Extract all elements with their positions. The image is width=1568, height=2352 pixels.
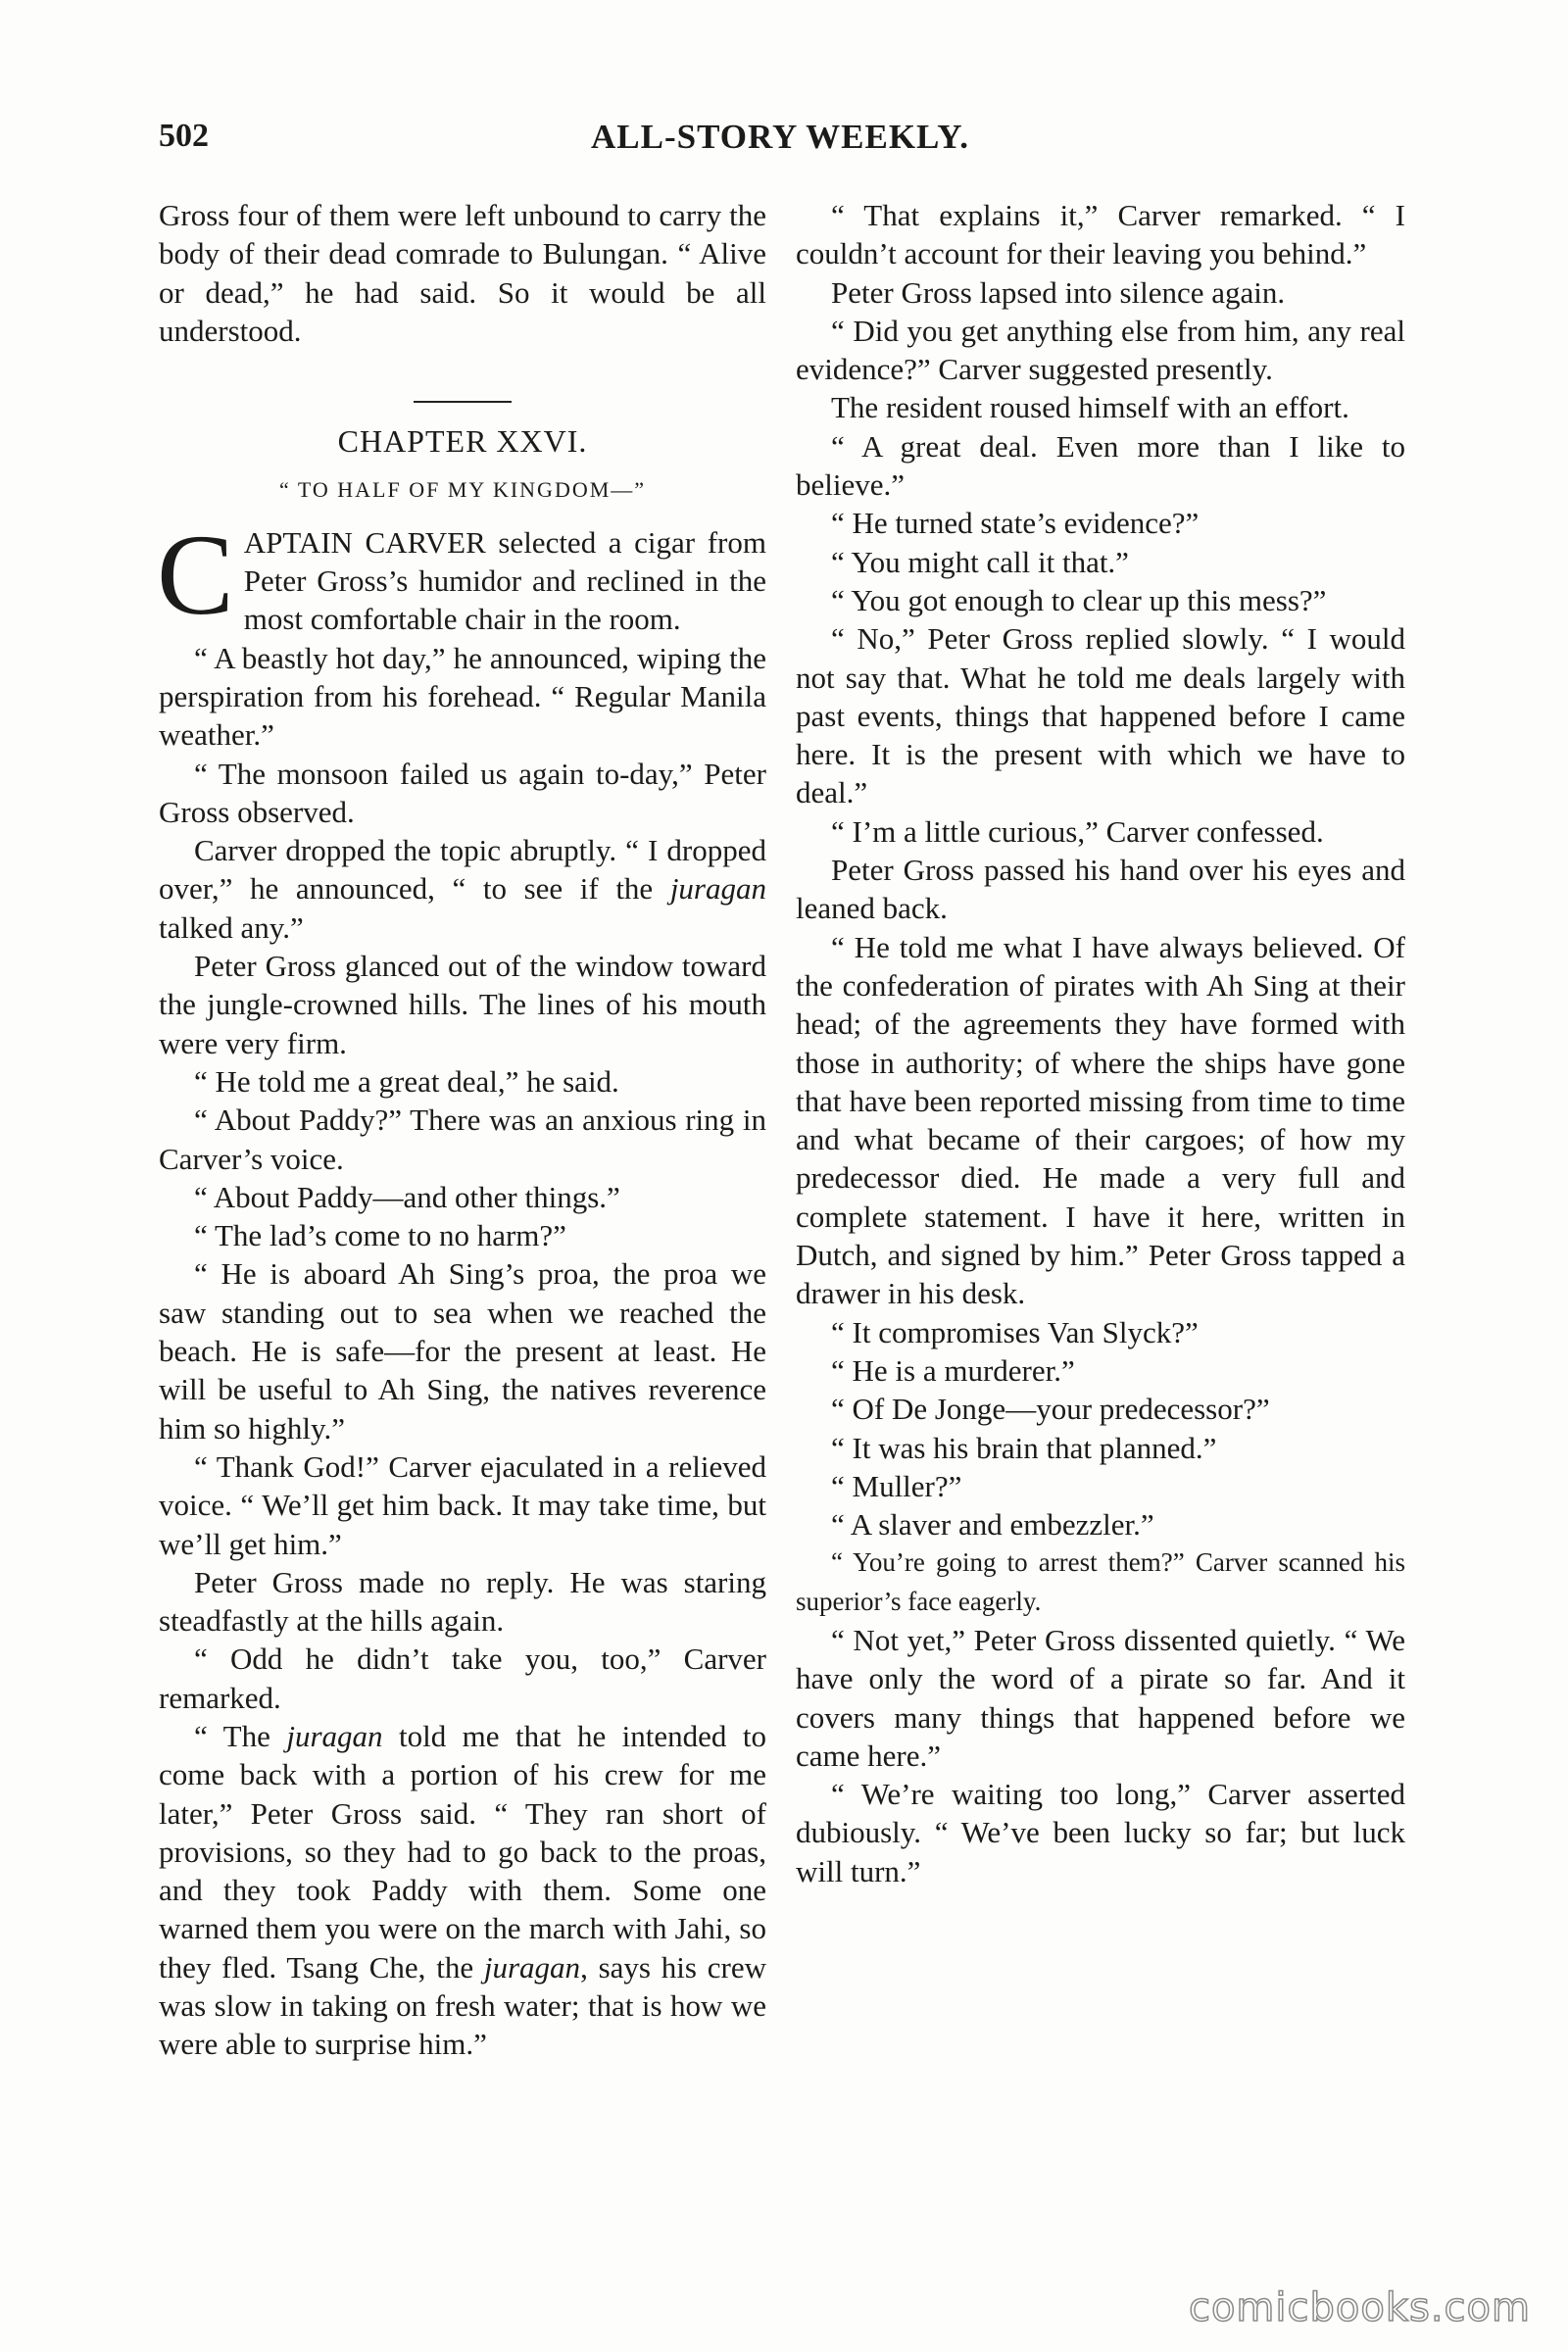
opening-text: APTAIN CARVER selected a cigar from Peter Gross’s humidor and reclined in the most comfortable chair in the room. — [243, 524, 766, 637]
watermark-logo: comicbooks.com — [1188, 2285, 1531, 2330]
paragraph: “ I’m a little curious,” Carver confessed. — [831, 813, 1324, 849]
paragraph: “ You got enough to clear up this mess?” — [831, 582, 1327, 617]
paragraph: Peter Gross glanced out of the window toward the jungle-crowned hills. The lines of his mouth were very firm. — [159, 949, 766, 1060]
page-header — [159, 118, 1401, 176]
paragraph: “ Not yet,” Peter Gross dissented quietly. “ We have only the word of a pirate so far. And it covers many things that happened before we came here.” — [796, 1622, 1405, 1773]
drop-cap: C — [157, 510, 234, 639]
paragraph: “ Thank God!” Carver ejaculated in a relieved voice. “ We’ll get him back. It may take time, but we’ll get him.” — [159, 1448, 766, 1561]
paragraph: “ He turned state’s evidence?” — [831, 506, 1200, 541]
section-divider — [414, 401, 512, 403]
paragraph: Gross four of them were left unbound to carry the body of their dead comrade to Bulungan. “ Alive or dead,” he had said. So it would be all understood. — [159, 198, 766, 348]
paragraph: “ Did you get anything else from him, any real evidence?” Carver suggested presently. — [796, 313, 1405, 387]
paragraph: “ It was his brain that planned.” — [831, 1430, 1217, 1465]
paragraph: “ About Paddy?” There was an anxious ring in Carver’s voice. — [159, 1102, 766, 1176]
left-column — [159, 196, 766, 2064]
chapter-subtitle: “ TO HALF OF MY KINGDOM—” — [278, 477, 647, 503]
paragraph: “ He told me a great deal,” he said. — [194, 1063, 619, 1099]
page-number: 502 — [159, 118, 209, 154]
paragraph: “ We’re waiting too long,” Carver asserted dubiously. “ We’ve been lucky so far; but luck will turn.” — [796, 1777, 1405, 1888]
right-column — [796, 196, 1405, 1890]
paragraph: Peter Gross lapsed into silence again. — [831, 274, 1286, 310]
paragraph: “ The lad’s come to no harm?” — [194, 1218, 566, 1253]
paragraph: Peter Gross made no reply. He was staring steadfastly at the hills again. — [159, 1564, 766, 1639]
paragraph: “ He is aboard Ah Sing’s proa, the proa we saw standing out to sea when we reached the beach. He is safe—for the present at least. He will be useful to Ah Sing, the natives reverence him so highly.” — [159, 1256, 766, 1446]
paragraph: “ A beastly hot day,” he announced, wiping the perspiration from his forehead. “ Regular Manila weather.” — [159, 640, 766, 753]
paragraph: Carver dropped the topic abruptly. “ I dropped over,” he announced, “ to see if the juragan talked any.” — [159, 833, 766, 945]
paragraph: The resident roused himself with an effort. — [831, 390, 1349, 425]
running-title: ALL-STORY WEEKLY. — [590, 118, 970, 156]
chapter-title: CHAPTER XXVI. — [337, 423, 588, 460]
paragraph: “ It compromises Van Slyck?” — [831, 1314, 1199, 1349]
paragraph: “ You might call it that.” — [831, 544, 1129, 579]
paragraph: “ No,” Peter Gross replied slowly. “ I would not say that. What he told me deals largely with past events, things that happened before I came here. It is the present with which we have to deal.” — [796, 621, 1405, 810]
paragraph: “ Muller?” — [831, 1468, 962, 1503]
paragraph: Peter Gross passed his hand over his eyes and leaned back. — [796, 853, 1405, 926]
paragraph: “ You’re going to arrest them?” Carver scanned his superior’s face eagerly. — [796, 1547, 1405, 1616]
paragraph: “ A slaver and embezzler.” — [831, 1507, 1154, 1543]
paragraph: “ About Paddy—and other things.” — [194, 1179, 620, 1214]
paragraph: “ He told me what I have always believed. Of the confederation of pirates with Ah Sing at their head; of the agreements they have formed with those in authority; of where the ships have gone that have been reported missing from time to time and what became of their cargoes; of how my predecessor died. He made a very full and complete statement. I have it here, written in Dutch, and signed by him.” Peter Gross tapped a drawer in his desk. — [796, 929, 1405, 1311]
paragraph: “ Odd he didn’t take you, too,” Carver remarked. — [159, 1642, 766, 1715]
paragraph: “ He is a murderer.” — [831, 1352, 1075, 1388]
opening-paragraph — [157, 510, 766, 639]
paragraph: “ A great deal. Even more than I like to believe.” — [796, 428, 1405, 503]
paragraph: “ That explains it,” Carver remarked. “ I couldn’t account for their leaving you behind.” — [796, 198, 1405, 271]
paragraph: “ Of De Jonge—your predecessor?” — [831, 1392, 1270, 1427]
paragraph: “ The monsoon failed us again to-day,” Peter Gross observed. — [159, 756, 766, 829]
paragraph: “ The juragan told me that he intended to come back with a portion of his crew for me later,” Peter Gross said. “ They ran short of provisions, so they had to go back to the proas, and they took Paddy with them. Some one warned them you were on the march with Jahi, so they fled. Tsang Che, the juragan, says his crew was slow in taking on fresh water; that is how we were able to surprise him.” — [159, 1718, 766, 2062]
